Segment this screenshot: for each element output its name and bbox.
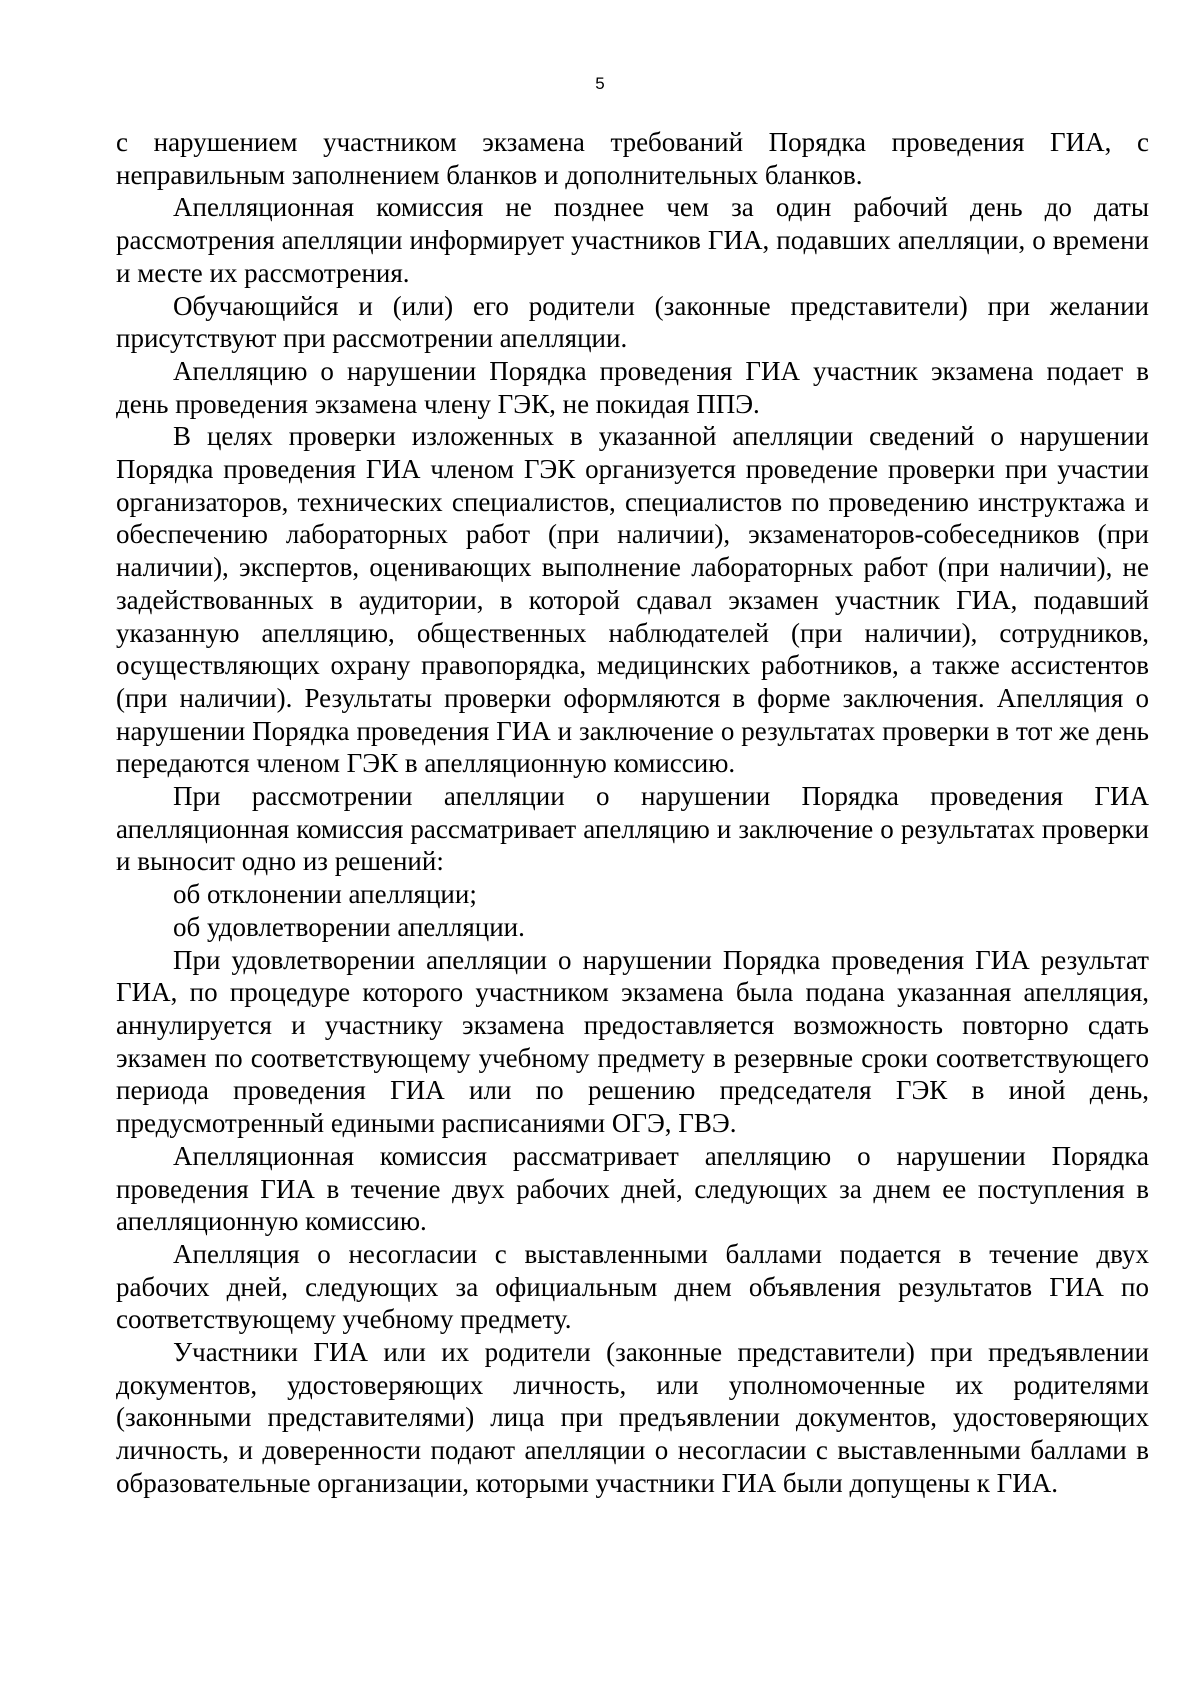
paragraph: При удовлетворении апелляции о нарушении Порядка проведения ГИА результат ГИА, по процедуре которого участником экзамена была подана указанная апелляция, аннулируется и участнику экзамена предоставляется возможность повторно сдать экзамен по соответствующему учебному предмету в резервные сроки соответствующего периода проведения ГИА или по решению председателя ГЭК в иной день, предусмотренный едиными расписаниями ОГЭ, ГВЭ. — [116, 944, 1149, 1139]
paragraph: Апелляцию о нарушении Порядка проведения ГИА участник экзамена подает в день проведения экзамена члену ГЭК, не покидая ППЭ. — [116, 355, 1149, 419]
paragraph: В целях проверки изложенных в указанной апелляции сведений о нарушении Порядка проведения ГИА членом ГЭК организуется проведение проверки при участии организаторов, технических специалистов, специалистов по проведению инструктажа и обеспечению лабораторных работ (при наличии), экзаменаторов-собеседников (при наличии), экспертов, оценивающих выполнение лабораторных работ (при наличии), не задействованных в аудитории, в которой сдавал экзамен участник ГИА, подавший указанную апелляцию, общественных наблюдателей (при наличии), сотрудников, осуществляющих охрану правопорядка, медицинских работников, а также ассистентов (при наличии). Результаты проверки оформляются в форме заключения. Апелляция о нарушении Порядка проведения ГИА и заключение о результатах проверки в тот же день передаются членом ГЭК в апелляционную комиссию. — [116, 421, 1149, 779]
document-body — [116, 126, 1149, 1500]
paragraph: При рассмотрении апелляции о нарушении Порядка проведения ГИА апелляционная комиссия рассматривает апелляцию и заключение о результатах проверки и выносит одно из решений: — [116, 781, 1149, 877]
paragraph: Апелляция о несогласии с выставленными баллами подается в течение двух рабочих дней, следующих за официальным днем объявления результатов ГИА по соответствующему учебному предмету. — [116, 1238, 1149, 1335]
paragraph: Участники ГИА или их родители (законные представители) при предъявлении документов, удостоверяющих личность, или уполномоченные их родителями (законными представителями) лица при предъявлении документов, удостоверяющих личность, и доверенности подают апелляции о несогласии с выставленными баллами в образовательные организации, которыми участники ГИА были допущены к ГИА. — [116, 1337, 1149, 1498]
list-item: об удовлетворении апелляции. — [173, 911, 525, 942]
paragraph: Обучающийся и (или) его родители (законные представители) при желании присутствуют при рассмотрении апелляции. — [116, 290, 1149, 354]
paragraph-continuation: с нарушением участником экзамена требований Порядка проведения ГИА, с неправильным заполнением бланков и дополнительных бланков. — [116, 127, 1149, 190]
page-number: 5 — [595, 74, 605, 93]
list-item: об отклонении апелляции; — [173, 879, 477, 910]
paragraph: Апелляционная комиссия не позднее чем за один рабочий день до даты рассмотрения апелляции информирует участников ГИА, подавших апелляции, о времени и месте их рассмотрения. — [116, 192, 1149, 288]
paragraph: Апелляционная комиссия рассматривает апелляцию о нарушении Порядка проведения ГИА в течение двух рабочих дней, следующих за днем ее поступления в апелляционную комиссию. — [116, 1140, 1149, 1237]
